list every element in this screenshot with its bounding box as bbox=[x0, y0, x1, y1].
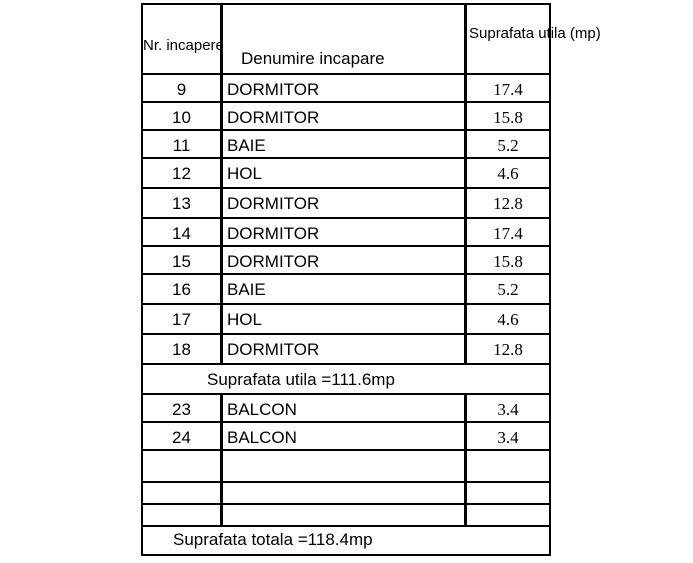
room-number: 23 bbox=[143, 395, 223, 421]
room-name: BALCON bbox=[223, 395, 467, 421]
table-header-row bbox=[143, 5, 601, 75]
room-area: 17.4 bbox=[493, 80, 523, 99]
header-room-name: Denumire incapare bbox=[223, 5, 467, 73]
table-row bbox=[143, 305, 549, 335]
room-area: 4.6 bbox=[497, 164, 519, 183]
room-area: 4.6 bbox=[497, 310, 519, 329]
room-name: DORMITOR bbox=[223, 247, 467, 273]
empty-cell bbox=[223, 483, 467, 503]
empty-cell bbox=[467, 505, 549, 525]
room-name: DORMITOR bbox=[223, 189, 467, 217]
table-row bbox=[143, 219, 549, 247]
room-name: BALCON bbox=[223, 423, 467, 449]
room-number: 12 bbox=[143, 159, 223, 187]
room-name: HOL bbox=[223, 305, 467, 333]
room-area: 17.4 bbox=[493, 224, 523, 243]
table-row bbox=[143, 189, 549, 219]
empty-cell bbox=[143, 483, 223, 503]
room-number: 9 bbox=[143, 75, 223, 101]
header-useful-area: Suprafata utila (mp) bbox=[469, 25, 601, 42]
empty-row bbox=[143, 505, 549, 527]
empty-cell bbox=[223, 451, 467, 481]
room-area: 12.8 bbox=[493, 340, 523, 359]
room-number: 10 bbox=[143, 103, 223, 129]
empty-cell bbox=[223, 505, 467, 525]
table-row bbox=[143, 159, 549, 189]
empty-cell bbox=[467, 451, 549, 481]
room-area: 5.2 bbox=[497, 280, 519, 299]
room-name: BAIE bbox=[223, 275, 467, 303]
room-area: 15.8 bbox=[493, 108, 523, 127]
room-number: 16 bbox=[143, 275, 223, 303]
table-row bbox=[143, 335, 549, 365]
table-row bbox=[143, 395, 549, 423]
room-area: 3.4 bbox=[497, 428, 519, 447]
room-name: DORMITOR bbox=[223, 219, 467, 245]
room-area-table bbox=[141, 3, 601, 556]
empty-cell bbox=[143, 505, 223, 525]
table-row bbox=[143, 75, 549, 103]
room-area: 3.4 bbox=[497, 400, 519, 419]
room-number: 24 bbox=[143, 423, 223, 449]
table-row bbox=[143, 103, 549, 131]
grand-total: Suprafata totala =118.4mp bbox=[173, 530, 373, 549]
useful-area-total-row bbox=[143, 365, 549, 395]
room-area: 5.2 bbox=[497, 136, 519, 155]
room-number: 14 bbox=[143, 219, 223, 245]
room-name: DORMITOR bbox=[223, 335, 467, 363]
empty-cell bbox=[143, 451, 223, 481]
empty-row bbox=[143, 483, 549, 505]
grand-total-row bbox=[143, 527, 549, 554]
table-row bbox=[143, 131, 549, 159]
room-area: 12.8 bbox=[493, 194, 523, 213]
room-number: 15 bbox=[143, 247, 223, 273]
useful-area-total: Suprafata utila =111.6mp bbox=[207, 370, 395, 389]
room-name: DORMITOR bbox=[223, 75, 467, 101]
table-row bbox=[143, 423, 549, 451]
room-area: 15.8 bbox=[493, 252, 523, 271]
header-room-number: Nr. incapere bbox=[143, 5, 223, 73]
empty-row bbox=[143, 451, 549, 483]
room-name: HOL bbox=[223, 159, 467, 187]
empty-cell bbox=[467, 483, 549, 503]
room-name: DORMITOR bbox=[223, 103, 467, 129]
room-number: 18 bbox=[143, 335, 223, 363]
table-row bbox=[143, 275, 549, 305]
room-number: 13 bbox=[143, 189, 223, 217]
room-number: 17 bbox=[143, 305, 223, 333]
table-row bbox=[143, 247, 549, 275]
room-name: BAIE bbox=[223, 131, 467, 157]
room-number: 11 bbox=[143, 131, 223, 157]
